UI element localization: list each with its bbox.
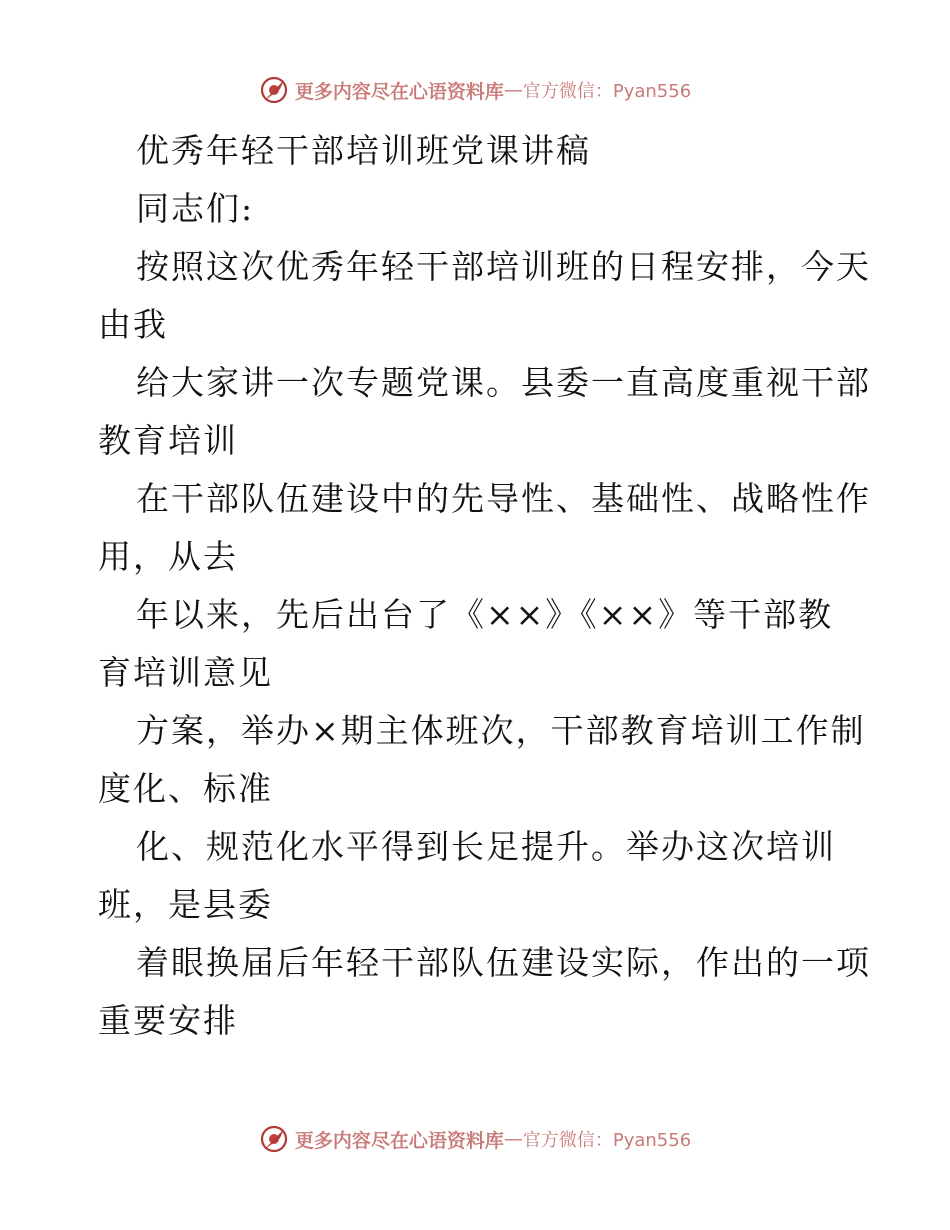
body-line: 年以来，先后出台了《××》《××》等干部教	[136, 595, 834, 634]
body-line: 着眼换届后年轻干部队伍建设实际，作出的一项	[136, 943, 871, 982]
quill-logo-icon	[259, 1124, 289, 1154]
body-line-wrap: 班，是县委	[98, 885, 273, 924]
watermark-text: 更多内容尽在心语资料库	[294, 1129, 504, 1152]
document-title: 优秀年轻干部培训班党课讲稿	[136, 131, 591, 170]
header-watermark	[0, 70, 950, 110]
body-line: 化、规范化水平得到长足提升。举办这次培训	[136, 827, 836, 866]
watermark-separator: —	[503, 1128, 523, 1150]
watermark-wechat: 官方微信：Pyan556	[522, 81, 692, 102]
body-line-wrap: 重要安排	[98, 1001, 238, 1040]
body-line: 在干部队伍建设中的先导性、基础性、战略性作	[136, 479, 871, 518]
body-line: 给大家讲一次专题党课。县委一直高度重视干部	[136, 363, 871, 402]
watermark-separator: —	[503, 79, 523, 101]
body-line-wrap: 教育培训	[98, 421, 238, 460]
body-line-wrap: 用，从去	[98, 537, 238, 576]
document-body	[98, 122, 871, 1050]
footer-watermark	[0, 1119, 950, 1159]
body-line-wrap: 度化、标准	[98, 769, 273, 808]
salutation: 同志们:	[136, 189, 255, 228]
quill-logo-icon	[259, 75, 289, 105]
body-line-wrap: 育培训意见	[98, 653, 273, 692]
watermark-text: 更多内容尽在心语资料库	[294, 80, 504, 103]
body-line: 按照这次优秀年轻干部培训班的日程安排，今天	[136, 247, 871, 286]
body-line-wrap: 由我	[98, 305, 168, 344]
watermark-wechat: 官方微信：Pyan556	[522, 1130, 692, 1151]
body-line: 方案，举办×期主体班次，干部教育培训工作制	[136, 711, 866, 750]
